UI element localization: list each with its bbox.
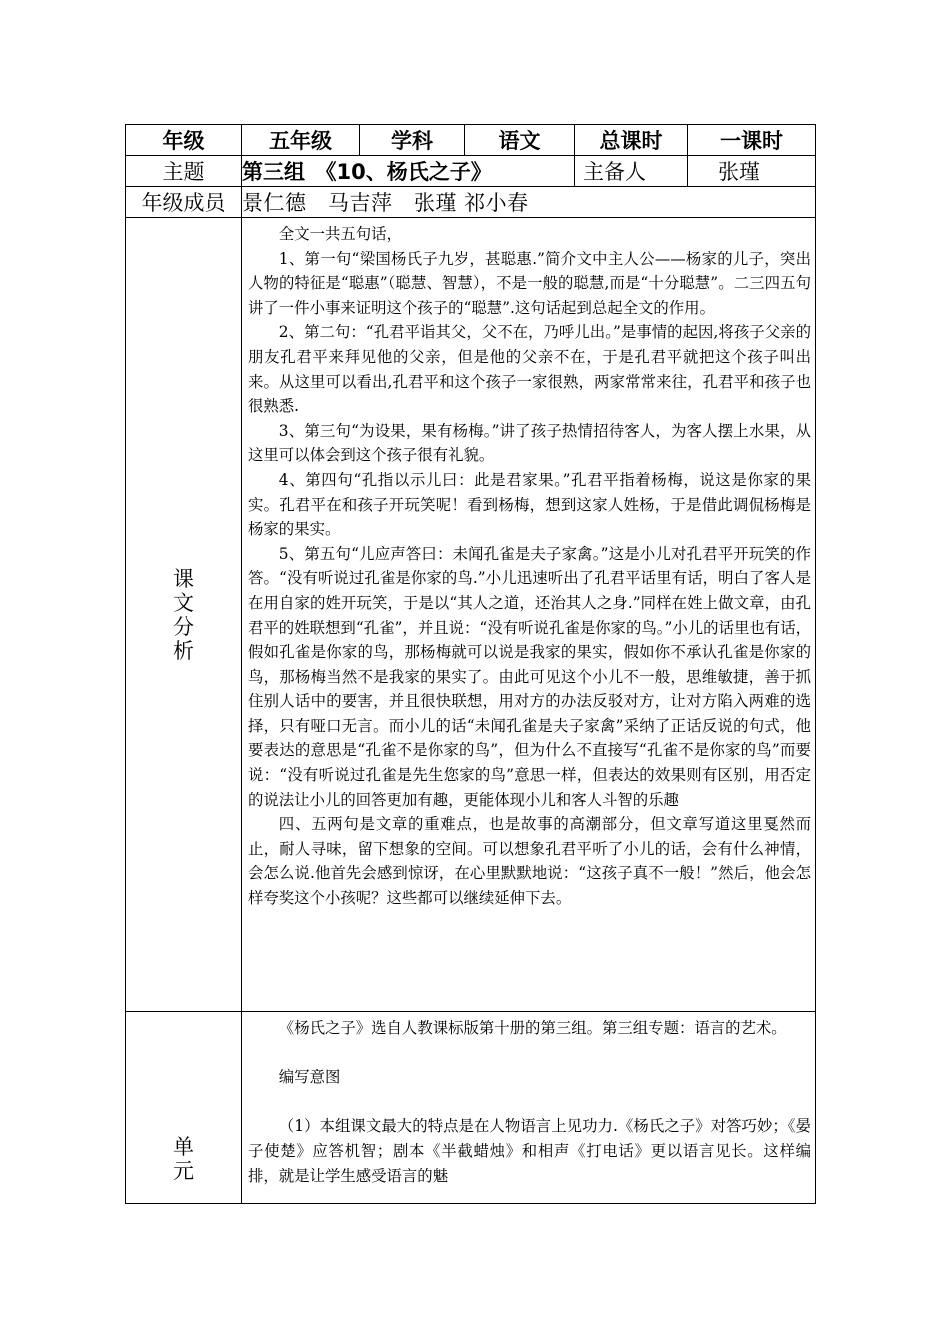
analysis-label-char: 文 <box>173 590 194 615</box>
members-value: 景仁德 马吉萍 张瑾 祁小春 <box>242 187 816 218</box>
members-label: 年级成员 <box>126 187 242 218</box>
topic-label: 主题 <box>126 156 242 187</box>
unit-paragraph: 《杨氏之子》选自人教课标版第十册的第三组。第三组专题：语言的艺术。 <box>278 1019 787 1037</box>
unit-paragraph: （1）本组课文最大的特点是在人物语言上见功力.《杨氏之子》对答巧妙；《晏子使楚》应答机智；剧本《半截蜡烛》和相声《打电话》更以语言见长。这样编排，就是让学生感受语言的魅 <box>248 1117 811 1185</box>
topic-value: 第三组 《10、杨氏之子》 <box>242 156 575 187</box>
members-row <box>126 187 816 218</box>
unit-blank-line <box>248 1090 811 1115</box>
analysis-row <box>126 218 816 1012</box>
total-hours-value: 一课时 <box>688 125 816 156</box>
analysis-paragraph: 3、第三句“为设果，果有杨梅。”讲了孩子热情招待客人，为客人摆上水果，从这里可以体会到这个孩子很有礼貌。 <box>248 421 811 465</box>
analysis-paragraph: 4、第四句“孔指以示儿曰：此是君家果。”孔君平指着杨梅，说这是你家的果实。孔君平在和孩子开玩笑呢！看到杨梅，想到这家人姓杨，于是借此调侃杨梅是杨家的果实。 <box>248 470 811 539</box>
analysis-content <box>242 218 816 1012</box>
unit-row <box>126 1012 816 1204</box>
grade-value: 五年级 <box>242 125 360 156</box>
analysis-paragraph: 2、第二句：“孔君平诣其父，父不在，乃呼儿出。”是事情的起因,将孩子父亲的朋友孔君平来拜见他的父亲，但是他的父亲不在，于是孔君平就把这个孩子叫出来。从这里可以看出,孔君平和这个孩子一家很熟，两家常常来往，孔君平和孩子也很熟悉. <box>248 323 811 416</box>
analysis-label-char: 课 <box>173 566 194 591</box>
analysis-label <box>126 218 242 1012</box>
unit-blank-line <box>248 1041 811 1066</box>
unit-paragraph: 编写意图 <box>278 1068 341 1087</box>
unit-label-char: 元 <box>173 1159 194 1183</box>
subject-label: 学科 <box>360 125 465 156</box>
preparer-value: 张瑾 <box>688 156 816 187</box>
analysis-label-char: 分 <box>173 614 194 639</box>
analysis-paragraph: 1、第一句“梁国杨氏子九岁，甚聪惠.”简介文中主人公——杨家的儿子，突出人物的特征是“聪惠”（聪慧、智慧），不是一般的聪慧,而是“十分聪慧”。二三四五句讲了一件小事来证明这个孩子的“聪慧”.这句话起到总起全文的作用。 <box>248 249 811 317</box>
header-row <box>126 125 816 156</box>
grade-label: 年级 <box>126 125 242 156</box>
analysis-label-char: 析 <box>173 638 194 663</box>
analysis-paragraph: 全文一共五句话， <box>278 225 402 243</box>
lesson-plan-table <box>125 124 816 1204</box>
preparer-label: 主备人 <box>575 156 688 187</box>
total-hours-label: 总课时 <box>575 125 688 156</box>
analysis-paragraph: 四、五两句是文章的重难点，也是故事的高潮部分，但文章写道这里戛然而止，耐人寻味，留下想象的空间。可以想象孔君平听了小儿的话，会有什么神情，会怎么说.他首先会感到惊讶，在心里默默地说：“这孩子真不一般！”然后，他会怎样夸奖这个小孩呢？这些都可以继续延伸下去。 <box>248 815 811 908</box>
unit-content <box>242 1012 816 1204</box>
unit-label <box>126 1012 242 1204</box>
subject-value: 语文 <box>465 125 575 156</box>
unit-label-char: 单 <box>173 1135 194 1159</box>
topic-row <box>126 156 816 187</box>
analysis-paragraph: 5、第五句“儿应声答曰：未闻孔雀是夫子家禽。”这是小儿对孔君平开玩笑的作答。“没有听说过孔雀是你家的鸟.”小儿迅速听出了孔君平话里有话，明白了客人是在用自家的姓开玩笑，于是以“其人之道，还治其人之身.”同样在姓上做文章，由孔君平的姓联想到“孔雀”，并且说：“没有听说孔雀是你家的鸟。”小儿的话里也有话，假如孔雀是你家的鸟，那杨梅就可以说是我家的果实，假如你不承认孔雀是你家的鸟，那杨梅当然不是我家的果实了。由此可见这个小儿不一般，思维敏捷，善于抓住别人话中的要害，并且很快联想，用对方的办法反驳对方，让对方陷入两难的选择，只有哑口无言。而小儿的话“未闻孔雀是夫子家禽”采纳了正话反说的句式，他要表达的意思是“孔雀不是你家的鸟”，但为什么不直接写“孔雀不是你家的鸟”而要说：“没有听说过孔雀是先生您家的鸟”意思一样，但表达的效果则有区别，用否定的说法让小儿的回答更加有趣，更能体现小儿和客人斗智的乐趣 <box>248 544 811 809</box>
